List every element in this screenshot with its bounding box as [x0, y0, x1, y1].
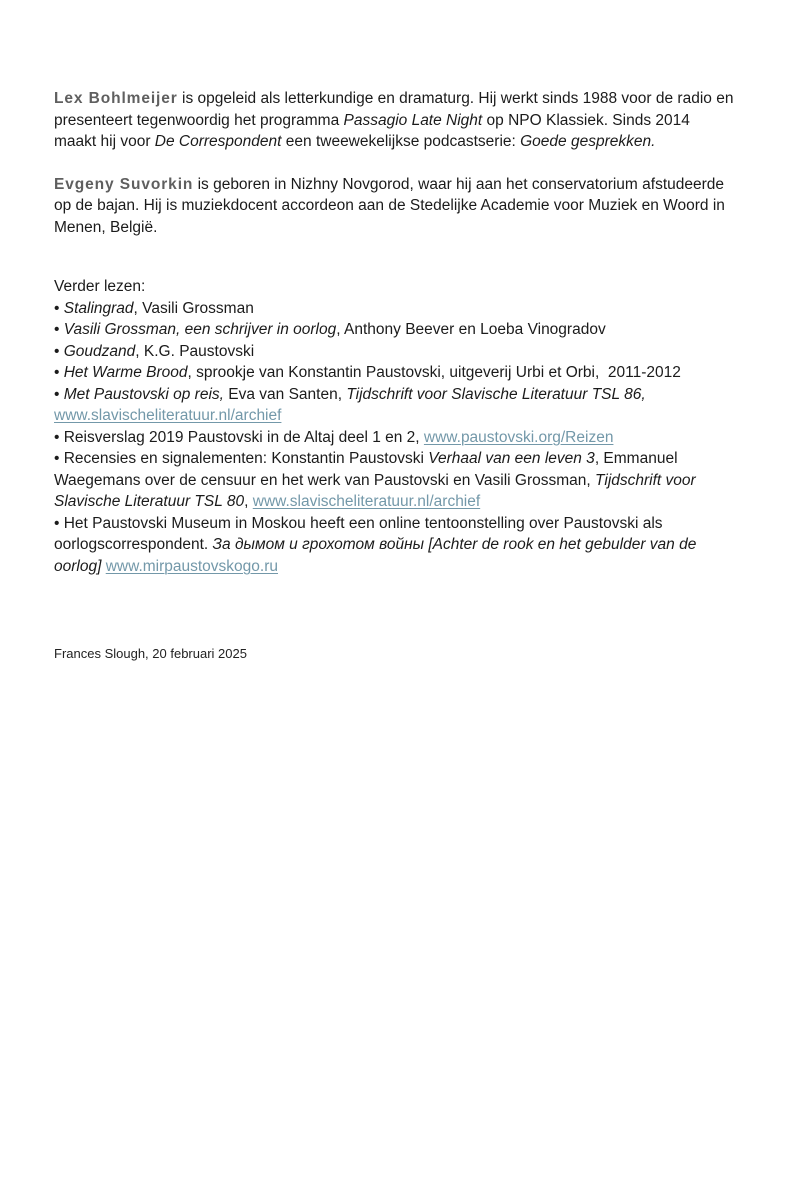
reading-list [54, 298, 734, 578]
author-date-line: Frances Slough, 20 februari 2025 [54, 646, 247, 661]
text-segment: is opgeleid als letterkundige en dramaturg. Hij werkt sinds 1988 voor de radio en presenteert tegenwoordig het programma [54, 90, 738, 129]
person-name-lex-bohlmeijer: Lex Bohlmeijer [54, 90, 178, 107]
text-segment: Met Paustovski op reis, [63, 385, 224, 403]
text-segment: , Emmanuel Waegemans over de censuur en het werk van Paustovski en Vasili Grossman, [54, 450, 682, 489]
text-segment: op NPO Klassiek. Sinds 2014 maakt hij voor [54, 111, 695, 150]
link-slavischeliteratuur-archief[interactable]: www.slavischeliteratuur.nl/archief [54, 407, 282, 424]
text-segment: Eva van Santen, [223, 385, 347, 403]
person-name-evgeny-suvorkin: Evgeny Suvorkin [54, 175, 194, 193]
link-slavischeliteratuur-archief-2[interactable]: www.slavischeliteratuur.nl/archief [252, 493, 481, 510]
text-segment: Tijdschrift voor Slavische Literatuur TSL 86, [346, 385, 646, 403]
reading-list-item [54, 319, 734, 341]
text-segment: [Achter de rook en het gebulder van de oorlog] [54, 536, 701, 575]
reading-list-item [54, 427, 734, 449]
text-segment: • [54, 299, 64, 317]
text-segment: Het Warme Brood [63, 364, 188, 381]
text-segment: Stalingrad [63, 299, 134, 317]
further-reading-heading: Verder lezen: [54, 278, 146, 295]
text-segment: • [54, 342, 64, 360]
reading-list-item [54, 298, 734, 320]
text-segment: , Anthony Beever en Loeba Vinogradov [336, 321, 606, 338]
text-segment: Vasili Grossman, een schrijver in oorlog [63, 321, 337, 338]
text-segment: De Correspondent [154, 133, 282, 150]
text-segment: Verhaal van een leven 3 [428, 450, 595, 467]
reading-list-item [54, 384, 734, 427]
text-segment: , K.G. Paustovski [135, 342, 255, 360]
reading-list-item [54, 513, 734, 578]
text-segment: , sprookje van Konstantin Paustovski, uitgeverij Urbi et Orbi, 2011-2012 [187, 364, 681, 381]
bio-paragraph-lex-bohlmeijer [54, 88, 738, 153]
text-segment: • Het Paustovski Museum in Moskou heeft een online tentoonstelling over Paustovski als oorlogscorrespondent. [54, 514, 667, 553]
reading-list-item [54, 448, 734, 513]
text-segment: • Reisverslag 2019 Paustovski in de Altaj deel 1 en 2, [54, 428, 424, 446]
link-mirpaustovskogo[interactable]: www.mirpaustovskogo.ru [105, 557, 279, 575]
text-segment: Goudzand [63, 342, 136, 360]
text-segment [646, 386, 650, 403]
text-segment: Goede gesprekken. [520, 133, 656, 150]
text-segment: • [54, 385, 64, 403]
text-segment: een tweewekelijkse podcastserie: [281, 133, 521, 150]
text-segment: is geboren in Nizhny Novgorod, waar hij aan het conservatorium afstudeerde op de bajan. Hij is muziekdocent accordeon aan de Stedelijke Academie voor Muziek en Woord in Menen, België. [54, 175, 730, 236]
text-segment: , [244, 493, 253, 510]
text-segment: • Recensies en signalementen: Konstantin Paustovski [54, 450, 429, 467]
author-bios-section [54, 88, 738, 238]
link-paustovski-reizen[interactable]: www.paustovski.org/Reizen [423, 428, 614, 446]
further-reading-section [54, 276, 734, 577]
text-segment: Tijdschrift voor Slavische Literatuur TSL 80 [54, 471, 700, 510]
text-segment: , Vasili Grossman [133, 299, 254, 317]
text-segment: Passagio Late Night [343, 111, 483, 129]
text-segment: За дымом и грохотом войны [212, 536, 425, 553]
text-segment: • [54, 364, 64, 381]
reading-list-item [54, 362, 734, 384]
text-segment: • [54, 321, 64, 338]
reading-list-item [54, 341, 734, 363]
bio-paragraph-evgeny-suvorkin [54, 174, 734, 239]
